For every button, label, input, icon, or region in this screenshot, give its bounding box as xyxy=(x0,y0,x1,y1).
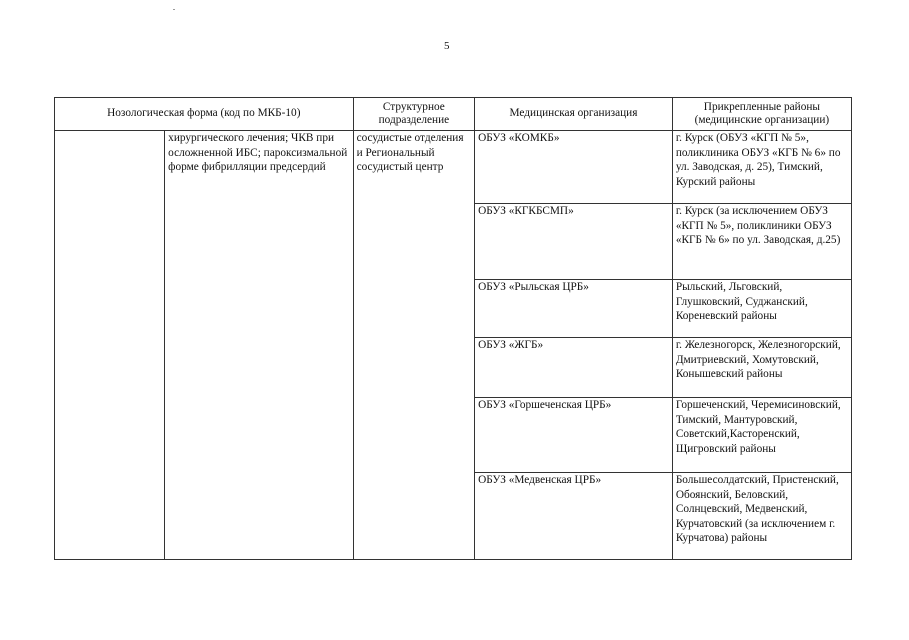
districts-cell: Рыльский, Льговский, Глушковский, Суджанский, Кореневский районы xyxy=(672,280,851,338)
districts-cell: Горшеченский, Черемисиновский, Тимский, Мантуровский, Советский,Касторенский, Щигровский районы xyxy=(672,398,851,473)
structural-unit-cell xyxy=(353,131,475,560)
table-header-row xyxy=(55,98,852,131)
org-cell: ОБУЗ «КГКБСМП» xyxy=(475,204,673,280)
page-number: 5 xyxy=(444,40,450,52)
org-cell: ОБУЗ «ЖГБ» xyxy=(475,338,673,398)
table-row xyxy=(55,131,852,204)
districts-cell: Большесолдатский, Пристенский, Обоянский, Беловский, Солнцевский, Медвенский, Курчатовский (за исключением г. Курчатова) районы xyxy=(672,473,851,560)
attachment-table xyxy=(54,97,852,560)
districts-cell: г. Железногорск, Железногорский, Дмитриевский, Хомутовский, Конышевский районы xyxy=(672,338,851,398)
header-attached-districts: Прикрепленные районы (медицинские организации) xyxy=(672,98,851,131)
nosology-cell xyxy=(165,131,353,560)
header-structural-unit: Структурное подразделение xyxy=(353,98,475,131)
org-cell: ОБУЗ «КОМКБ» xyxy=(475,131,673,204)
structural-unit-text: сосудистые отделения и Региональный сосудистый центр xyxy=(356,132,464,174)
scan-artifact-dot xyxy=(173,9,175,10)
header-medical-org: Медицинская организация xyxy=(475,98,673,131)
nosology-text: хирургического лечения; ЧКВ при осложненной ИБС; пароксизмальной форме фибрилляции предсердий xyxy=(168,132,348,174)
org-cell: ОБУЗ «Медвенская ЦРБ» xyxy=(475,473,673,560)
header-nosology: Нозологическая форма (код по МКБ-10) xyxy=(55,98,354,131)
districts-cell: г. Курск (за исключением ОБУЗ «КГП № 5», поликлиники ОБУЗ «КГБ № 6» по ул. Заводская, д.25) xyxy=(672,204,851,280)
districts-cell: г. Курск (ОБУЗ «КГП № 5», поликлиника ОБУЗ «КГБ № 6» по ул. Заводская, д. 25), Тимский, Курский районы xyxy=(672,131,851,204)
empty-code-cell xyxy=(55,131,165,560)
org-cell: ОБУЗ «Горшеченская ЦРБ» xyxy=(475,398,673,473)
org-cell: ОБУЗ «Рыльская ЦРБ» xyxy=(475,280,673,338)
